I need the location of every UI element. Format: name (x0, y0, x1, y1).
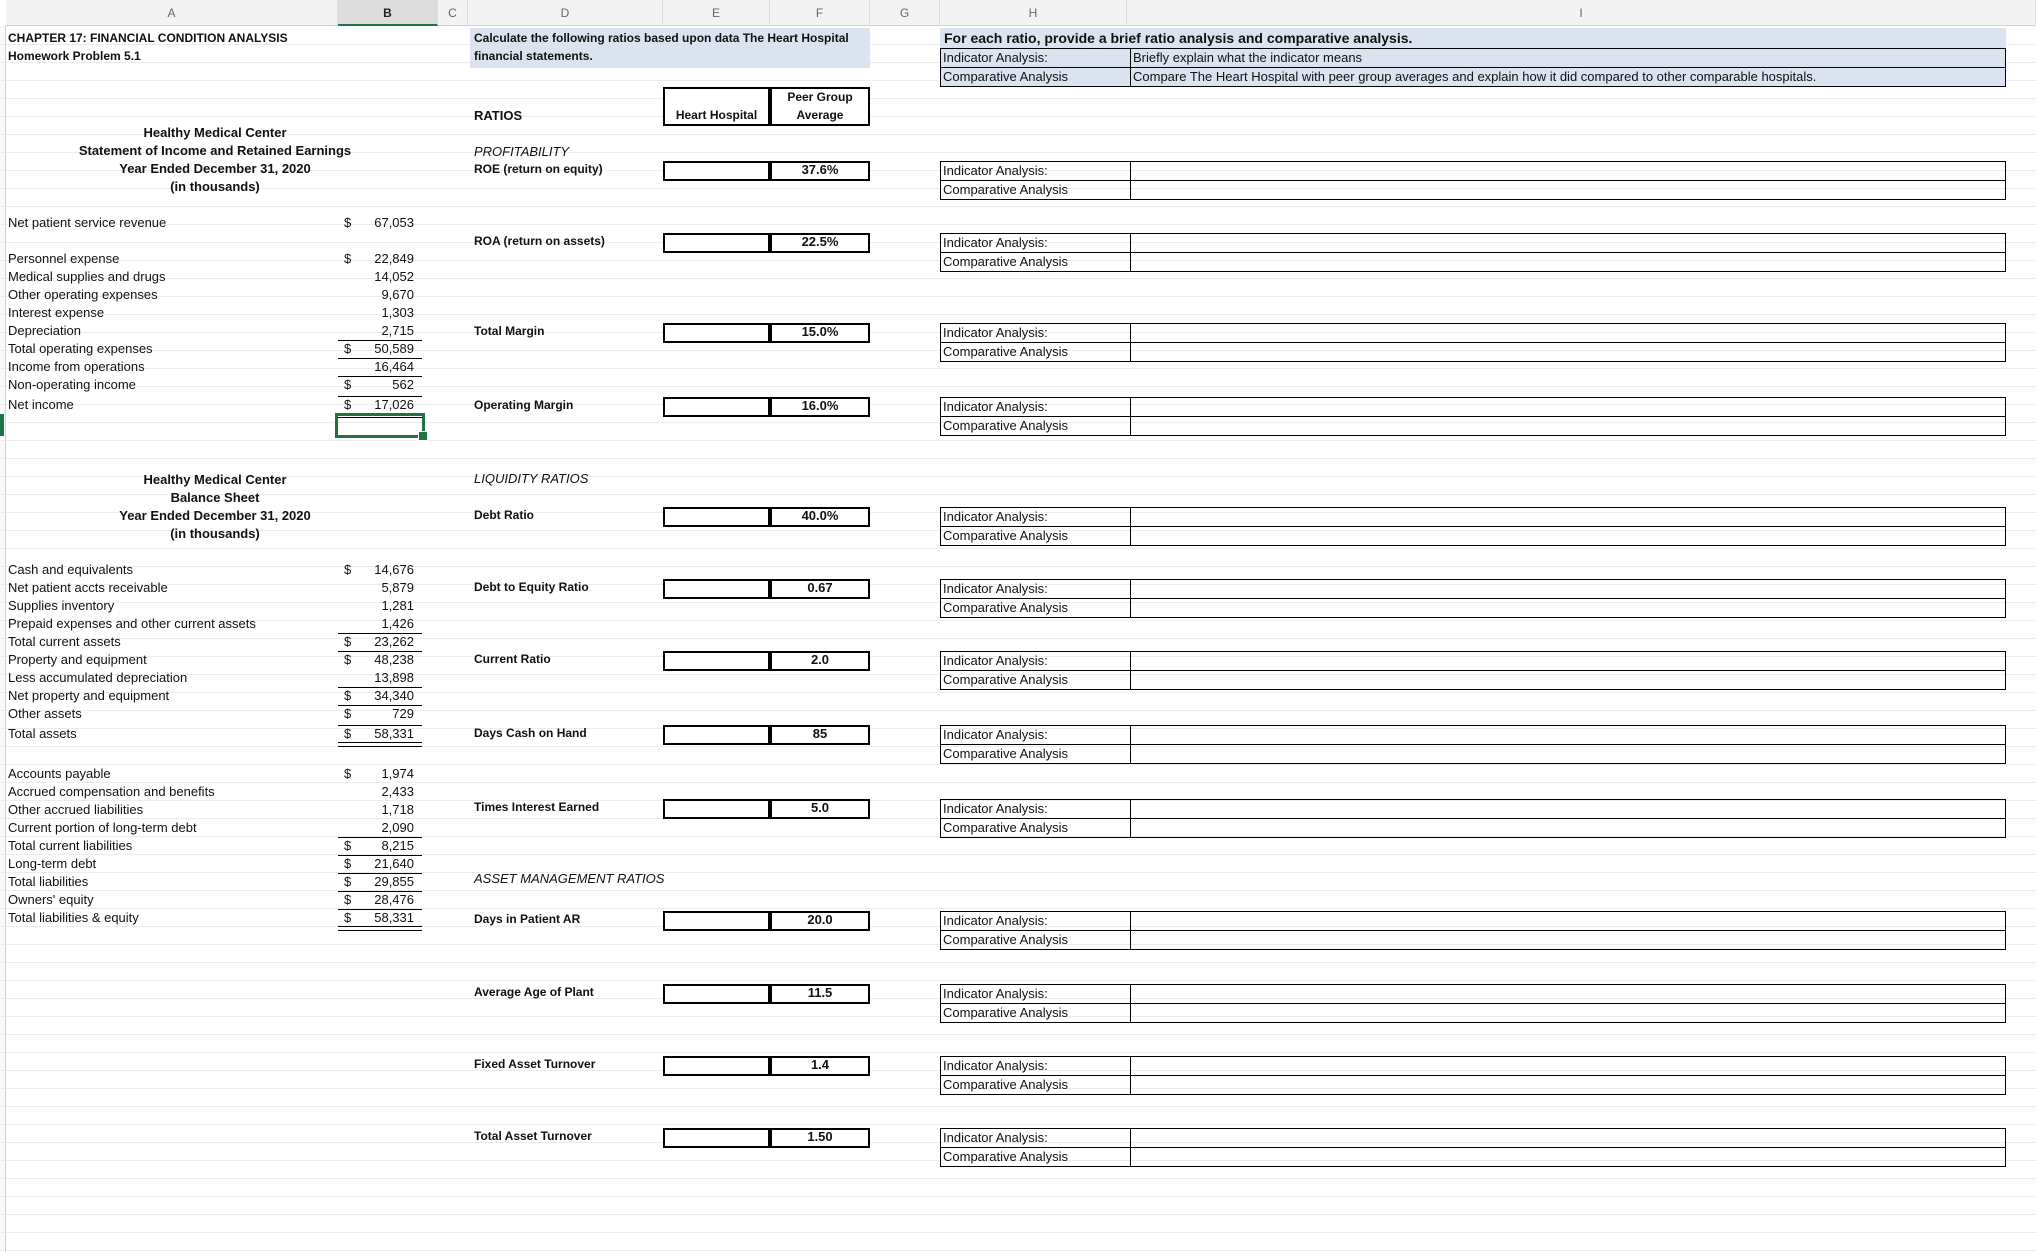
comparative-analysis-label: Comparative Analysis (941, 931, 1131, 949)
liability-line-8-label: Total liabilities & equity (8, 910, 139, 925)
comparative-analysis-label: Comparative Analysis (941, 417, 1131, 435)
income-line-5-value[interactable]: 2,715 (381, 323, 414, 338)
gridline (0, 368, 2036, 369)
income-line-6-label: Total operating expenses (8, 341, 153, 356)
gridline (0, 116, 2036, 117)
income-line-7-value[interactable]: 16,464 (374, 359, 414, 374)
asset-line-0-dollar: $ (344, 562, 352, 577)
indicator-analysis-label: Indicator Analysis: (941, 324, 1131, 342)
gridline (0, 692, 2036, 693)
income-line-2-value[interactable]: 14,052 (374, 269, 414, 284)
indicator-analysis-label: Indicator Analysis: (941, 508, 1131, 526)
column-header-g[interactable]: G (870, 0, 940, 26)
ratio-name: Days in Patient AR (474, 912, 581, 926)
liability-line-5-dollar: $ (344, 856, 352, 871)
income-line-8-label: Non-operating income (8, 377, 136, 392)
indicator-analysis-label: Indicator Analysis: (941, 162, 1131, 180)
asset-line-7-value[interactable]: 34,340 (374, 688, 414, 703)
income-line-7-label: Income from operations (8, 359, 145, 374)
income-line-2-label: Medical supplies and drugs (8, 269, 166, 284)
ratio-name: ROE (return on equity) (474, 162, 603, 176)
indicator-analysis-label: Indicator Analysis: (941, 1129, 1131, 1147)
underline (338, 705, 422, 706)
liability-line-4-value[interactable]: 8,215 (381, 838, 414, 853)
ratio-name: Debt to Equity Ratio (474, 580, 589, 594)
heart-hospital-value[interactable] (663, 984, 770, 1004)
indicator-analysis-input[interactable] (1131, 1057, 2005, 1075)
heart-hospital-value[interactable] (663, 233, 770, 253)
comparative-analysis-label: Comparative Analysis (941, 343, 1131, 361)
gridline (0, 296, 2036, 297)
ratios-header: RATIOS (474, 108, 523, 123)
indicator-analysis-input[interactable] (1131, 726, 2005, 744)
analysis-rows[interactable] (940, 233, 2006, 272)
liability-line-4-dollar: $ (344, 838, 352, 853)
ratio-name: Current Ratio (474, 652, 551, 666)
heart-hospital-value[interactable] (663, 161, 770, 181)
peer-group-header-line2: Average (796, 108, 844, 122)
column-header-i[interactable]: I (1127, 0, 2036, 26)
gridline (0, 224, 2036, 225)
gridline (0, 710, 2036, 711)
comparative-analysis-label: Comparative Analysis (941, 527, 1131, 545)
indicator-analysis-input[interactable] (1131, 162, 2005, 180)
indicator-analysis-input[interactable] (1131, 580, 2005, 598)
liability-line-3-label: Current portion of long-term debt (8, 820, 197, 835)
analysis-rows[interactable] (940, 984, 2006, 1023)
instructions-line1: Calculate the following ratios based upon data The Heart Hospital (474, 31, 849, 45)
heart-hospital-value[interactable] (663, 725, 770, 745)
column-header-a[interactable]: A (6, 0, 338, 26)
income-line-9-value[interactable]: 17,026 (374, 397, 414, 412)
asset-line-1-value[interactable]: 5,879 (381, 580, 414, 595)
instructions-line2: financial statements. (474, 49, 593, 63)
heart-hospital-value[interactable] (663, 799, 770, 819)
asset-line-5-label: Property and equipment (8, 652, 147, 667)
liability-line-1-label: Accrued compensation and benefits (8, 784, 215, 799)
comparative-label: Comparative Analysis (941, 68, 1131, 86)
heart-hospital-value[interactable] (663, 911, 770, 931)
analysis-header-table[interactable] (940, 48, 2006, 87)
gridline (0, 872, 2036, 873)
comparative-analysis-label: Comparative Analysis (941, 745, 1131, 763)
gridline (0, 458, 2036, 459)
indicator-label: Indicator Analysis: (941, 49, 1131, 67)
peer-group-value: 5.0 (810, 800, 830, 815)
gridline (0, 1034, 2036, 1035)
balance-title-3: Year Ended December 31, 2020 (119, 508, 311, 523)
liability-line-8-dollar: $ (344, 910, 352, 925)
ratio-name: Total Asset Turnover (474, 1129, 592, 1143)
analysis-rows[interactable] (940, 1128, 2006, 1167)
heart-hospital-value[interactable] (663, 1056, 770, 1076)
comparative-analysis-label: Comparative Analysis (941, 671, 1131, 689)
income-line-6-value[interactable]: 50,589 (374, 341, 414, 356)
underline (338, 837, 422, 838)
analysis-rows[interactable] (940, 507, 2006, 546)
asset-line-0-label: Cash and equivalents (8, 562, 134, 577)
selected-cell[interactable] (335, 413, 425, 438)
underline (338, 376, 422, 377)
asset-line-2-value[interactable]: 1,281 (381, 598, 414, 613)
comparative-analysis-input[interactable] (1131, 181, 2005, 199)
comparative-analysis-label: Comparative Analysis (941, 1004, 1131, 1022)
gridline (0, 548, 2036, 549)
underline (338, 358, 422, 359)
asset-line-7-dollar: $ (344, 688, 352, 703)
gridline (0, 566, 2036, 567)
analysis-rows[interactable] (940, 1056, 2006, 1095)
indicator-analysis-label: Indicator Analysis: (941, 1057, 1131, 1075)
peer-group-value: 1.4 (810, 1057, 830, 1072)
heart-hospital-header-label: Heart Hospital (675, 108, 758, 122)
peer-group-value: 0.67 (807, 580, 833, 595)
peer-group-value: 1.50 (807, 1129, 833, 1144)
asset-line-0-value[interactable]: 14,676 (374, 562, 414, 577)
asset-line-9-value[interactable]: 58,331 (374, 726, 414, 741)
asset-line-4-label: Total current assets (8, 634, 121, 649)
comparative-analysis-input[interactable] (1131, 671, 2005, 689)
indicator-description[interactable]: Briefly explain what the indicator means (1133, 50, 1363, 65)
analysis-rows[interactable] (940, 323, 2006, 362)
indicator-analysis-label: Indicator Analysis: (941, 726, 1131, 744)
liability-line-4-label: Total current liabilities (8, 838, 133, 853)
asset-line-4-value[interactable]: 23,262 (374, 634, 414, 649)
income-line-6-dollar: $ (344, 341, 352, 356)
gridline (0, 1214, 2036, 1215)
indicator-analysis-input[interactable] (1131, 652, 2005, 670)
income-title-4: (in thousands) (170, 179, 260, 194)
liability-line-0-dollar: $ (344, 766, 352, 781)
liability-line-7-dollar: $ (344, 892, 352, 907)
liability-line-7-label: Owners' equity (8, 892, 94, 907)
underline (338, 633, 422, 634)
analysis-rows[interactable] (940, 397, 2006, 436)
comparative-analysis-input[interactable] (1131, 1148, 2005, 1166)
indicator-analysis-label: Indicator Analysis: (941, 912, 1131, 930)
ratio-name: Fixed Asset Turnover (474, 1057, 596, 1071)
income-line-1-label: Personnel expense (8, 251, 120, 266)
gridline (0, 980, 2036, 981)
comparative-analysis-label: Comparative Analysis (941, 819, 1131, 837)
chapter-title: CHAPTER 17: FINANCIAL CONDITION ANALYSIS (8, 31, 288, 45)
indicator-analysis-label: Indicator Analysis: (941, 234, 1131, 252)
income-line-1-dollar: $ (344, 251, 352, 266)
asset-line-5-value[interactable]: 48,238 (374, 652, 414, 667)
indicator-analysis-input[interactable] (1131, 912, 2005, 930)
indicator-analysis-input[interactable] (1131, 985, 2005, 1003)
gridline (0, 1052, 2036, 1053)
asset-line-8-label: Other assets (8, 706, 82, 721)
income-title-2: Statement of Income and Retained Earnings (78, 143, 352, 158)
income-line-4-value[interactable]: 1,303 (381, 305, 414, 320)
row-selection-marker (0, 414, 4, 436)
indicator-analysis-input[interactable] (1131, 1129, 2005, 1147)
fill-handle[interactable] (418, 431, 428, 441)
asset-line-3-value[interactable]: 1,426 (381, 616, 414, 631)
column-header-b[interactable]: B (338, 0, 438, 26)
income-line-9-dollar: $ (344, 397, 352, 412)
asset-line-6-label: Less accumulated depreciation (8, 670, 188, 685)
income-line-0-label: Net patient service revenue (8, 215, 167, 230)
asset-line-2-label: Supplies inventory (8, 598, 115, 613)
section-asset-management: ASSET MANAGEMENT RATIOS (474, 871, 665, 886)
asset-line-7-label: Net property and equipment (8, 688, 170, 703)
gridline (0, 1232, 2036, 1233)
peer-group-value: 15.0% (801, 324, 839, 339)
liability-line-6-dollar: $ (344, 874, 352, 889)
heart-hospital-value[interactable] (663, 651, 770, 671)
comparative-analysis-input[interactable] (1131, 931, 2005, 949)
analysis-rows[interactable] (940, 911, 2006, 950)
underline (338, 687, 422, 688)
income-title-1: Healthy Medical Center (143, 125, 287, 140)
gridline (0, 1250, 2036, 1251)
income-line-8-value[interactable]: 562 (392, 377, 414, 392)
balance-title-2: Balance Sheet (170, 490, 260, 505)
gridline (0, 1106, 2036, 1107)
gridline (0, 764, 2036, 765)
income-line-8-dollar: $ (344, 377, 352, 392)
gridline (0, 98, 2036, 99)
asset-line-9-label: Total assets (8, 726, 77, 741)
comparative-analysis-input[interactable] (1131, 253, 2005, 271)
indicator-analysis-input[interactable] (1131, 800, 2005, 818)
income-line-3-label: Other operating expenses (8, 287, 158, 302)
comparative-analysis-input[interactable] (1131, 1004, 2005, 1022)
gridline (0, 386, 2036, 387)
asset-line-6-value[interactable]: 13,898 (374, 670, 414, 685)
heart-hospital-value[interactable] (663, 397, 770, 417)
liability-line-5-value[interactable]: 21,640 (374, 856, 414, 871)
peer-group-value: 11.5 (807, 985, 833, 1000)
asset-line-4-dollar: $ (344, 634, 352, 649)
peer-group-value: 16.0% (801, 398, 839, 413)
gridline (0, 1178, 2036, 1179)
comparative-analysis-input[interactable] (1131, 417, 2005, 435)
asset-line-5-dollar: $ (344, 652, 352, 667)
income-line-0-dollar: $ (344, 215, 352, 230)
underline (338, 725, 422, 726)
income-line-1-value[interactable]: 22,849 (374, 251, 414, 266)
analysis-rows[interactable] (940, 579, 2006, 618)
asset-line-3-label: Prepaid expenses and other current assets (8, 616, 256, 631)
peer-group-value: 40.0% (801, 508, 839, 523)
indicator-analysis-input[interactable] (1131, 234, 2005, 252)
peer-group-value: 20.0 (807, 912, 833, 927)
asset-line-1-label: Net patient accts receivable (8, 580, 168, 595)
comparative-analysis-label: Comparative Analysis (941, 599, 1131, 617)
comparative-analysis-input[interactable] (1131, 819, 2005, 837)
comparative-analysis-label: Comparative Analysis (941, 1076, 1131, 1094)
comparative-analysis-input[interactable] (1131, 343, 2005, 361)
underline (338, 873, 422, 874)
liability-line-0-label: Accounts payable (8, 766, 111, 781)
ratio-name: Total Margin (474, 324, 545, 338)
gridline (0, 890, 2036, 891)
indicator-analysis-label: Indicator Analysis: (941, 800, 1131, 818)
heart-hospital-value[interactable] (663, 1128, 770, 1148)
indicator-analysis-label: Indicator Analysis: (941, 985, 1131, 1003)
gridline (0, 782, 2036, 783)
underline (338, 909, 422, 910)
liability-line-3-value[interactable]: 2,090 (381, 820, 414, 835)
liability-line-0-value[interactable]: 1,974 (381, 766, 414, 781)
analysis-header-title: For each ratio, provide a brief ratio analysis and comparative analysis. (944, 30, 1413, 46)
analysis-rows[interactable] (940, 799, 2006, 838)
peer-group-value: 22.5% (801, 234, 839, 249)
indicator-analysis-input[interactable] (1131, 324, 2005, 342)
liability-line-5-label: Long-term debt (8, 856, 97, 871)
indicator-analysis-label: Indicator Analysis: (941, 652, 1131, 670)
comparative-analysis-input[interactable] (1131, 527, 2005, 545)
ratio-name: Debt Ratio (474, 508, 534, 522)
liability-line-6-value[interactable]: 29,855 (374, 874, 414, 889)
indicator-analysis-label: Indicator Analysis: (941, 398, 1131, 416)
row-gutter[interactable] (0, 26, 6, 1252)
comparative-analysis-label: Comparative Analysis (941, 253, 1131, 271)
comparative-analysis-input[interactable] (1131, 599, 2005, 617)
ratio-name: Average Age of Plant (474, 985, 594, 999)
indicator-analysis-label: Indicator Analysis: (941, 580, 1131, 598)
gridline (0, 620, 2036, 621)
liability-line-2-value[interactable]: 1,718 (381, 802, 414, 817)
income-line-5-label: Depreciation (8, 323, 81, 338)
section-liquidity: LIQUIDITY RATIOS (474, 471, 589, 486)
peer-group-value: 37.6% (801, 162, 839, 177)
income-line-9-label: Net income (8, 397, 74, 412)
gridline (0, 962, 2036, 963)
column-header-d[interactable]: D (468, 0, 663, 26)
peer-group-value: 85 (812, 726, 828, 741)
gridline (0, 206, 2036, 207)
income-title-3: Year Ended December 31, 2020 (119, 161, 311, 176)
section-profitability: PROFITABILITY (474, 144, 570, 159)
heart-hospital-value[interactable] (663, 507, 770, 527)
underline (338, 855, 422, 856)
heart-hospital-value[interactable] (663, 323, 770, 343)
column-header-f[interactable]: F (770, 0, 870, 26)
underline (338, 651, 422, 652)
comparative-analysis-input[interactable] (1131, 745, 2005, 763)
asset-line-9-dollar: $ (344, 726, 352, 741)
problem-title: Homework Problem 5.1 (8, 49, 141, 63)
column-header-h[interactable]: H (940, 0, 1127, 26)
heart-hospital-value[interactable] (663, 579, 770, 599)
analysis-rows[interactable] (940, 651, 2006, 690)
underline (338, 340, 422, 341)
ratio-name: Times Interest Earned (474, 800, 600, 814)
comparative-description[interactable]: Compare The Heart Hospital with peer group averages and explain how it did compared to other comparable hospitals. (1133, 69, 1817, 84)
liability-line-2-label: Other accrued liabilities (8, 802, 144, 817)
comparative-analysis-input[interactable] (1131, 1076, 2005, 1094)
peer-group-header-line1: Peer Group (787, 90, 853, 104)
gridline (0, 908, 2036, 909)
column-header-e[interactable]: E (663, 0, 770, 26)
asset-line-8-dollar: $ (344, 706, 352, 721)
income-line-3-value[interactable]: 9,670 (381, 287, 414, 302)
income-line-4-label: Interest expense (8, 305, 105, 320)
comparative-analysis-label: Comparative Analysis (941, 181, 1131, 199)
gridline (0, 854, 2036, 855)
double-underline (338, 742, 422, 747)
liability-line-6-label: Total liabilities (8, 874, 89, 889)
gridline (0, 1124, 2036, 1125)
ratio-name: ROA (return on assets) (474, 234, 605, 248)
peer-group-value: 2.0 (810, 652, 830, 667)
gridline (0, 1196, 2036, 1197)
underline (338, 396, 422, 397)
double-underline (338, 926, 422, 931)
indicator-analysis-input[interactable] (1131, 508, 2005, 526)
income-line-0-value[interactable]: 67,053 (374, 215, 414, 230)
analysis-rows[interactable] (940, 725, 2006, 764)
liability-line-7-value[interactable]: 28,476 (374, 892, 414, 907)
comparative-analysis-label: Comparative Analysis (941, 1148, 1131, 1166)
balance-title-1: Healthy Medical Center (143, 472, 287, 487)
ratio-name: Operating Margin (474, 398, 574, 412)
ratio-name: Days Cash on Hand (474, 726, 587, 740)
indicator-analysis-input[interactable] (1131, 398, 2005, 416)
underline (338, 891, 422, 892)
liability-line-1-value[interactable]: 2,433 (381, 784, 414, 799)
gridline (0, 278, 2036, 279)
analysis-rows[interactable] (940, 161, 2006, 200)
liability-line-8-value[interactable]: 58,331 (374, 910, 414, 925)
gridline (0, 314, 2036, 315)
gridline (0, 440, 2036, 441)
column-header-c[interactable]: C (438, 0, 468, 26)
gridline (0, 638, 2036, 639)
balance-title-4: (in thousands) (170, 526, 260, 541)
asset-line-8-value[interactable]: 729 (392, 706, 414, 721)
